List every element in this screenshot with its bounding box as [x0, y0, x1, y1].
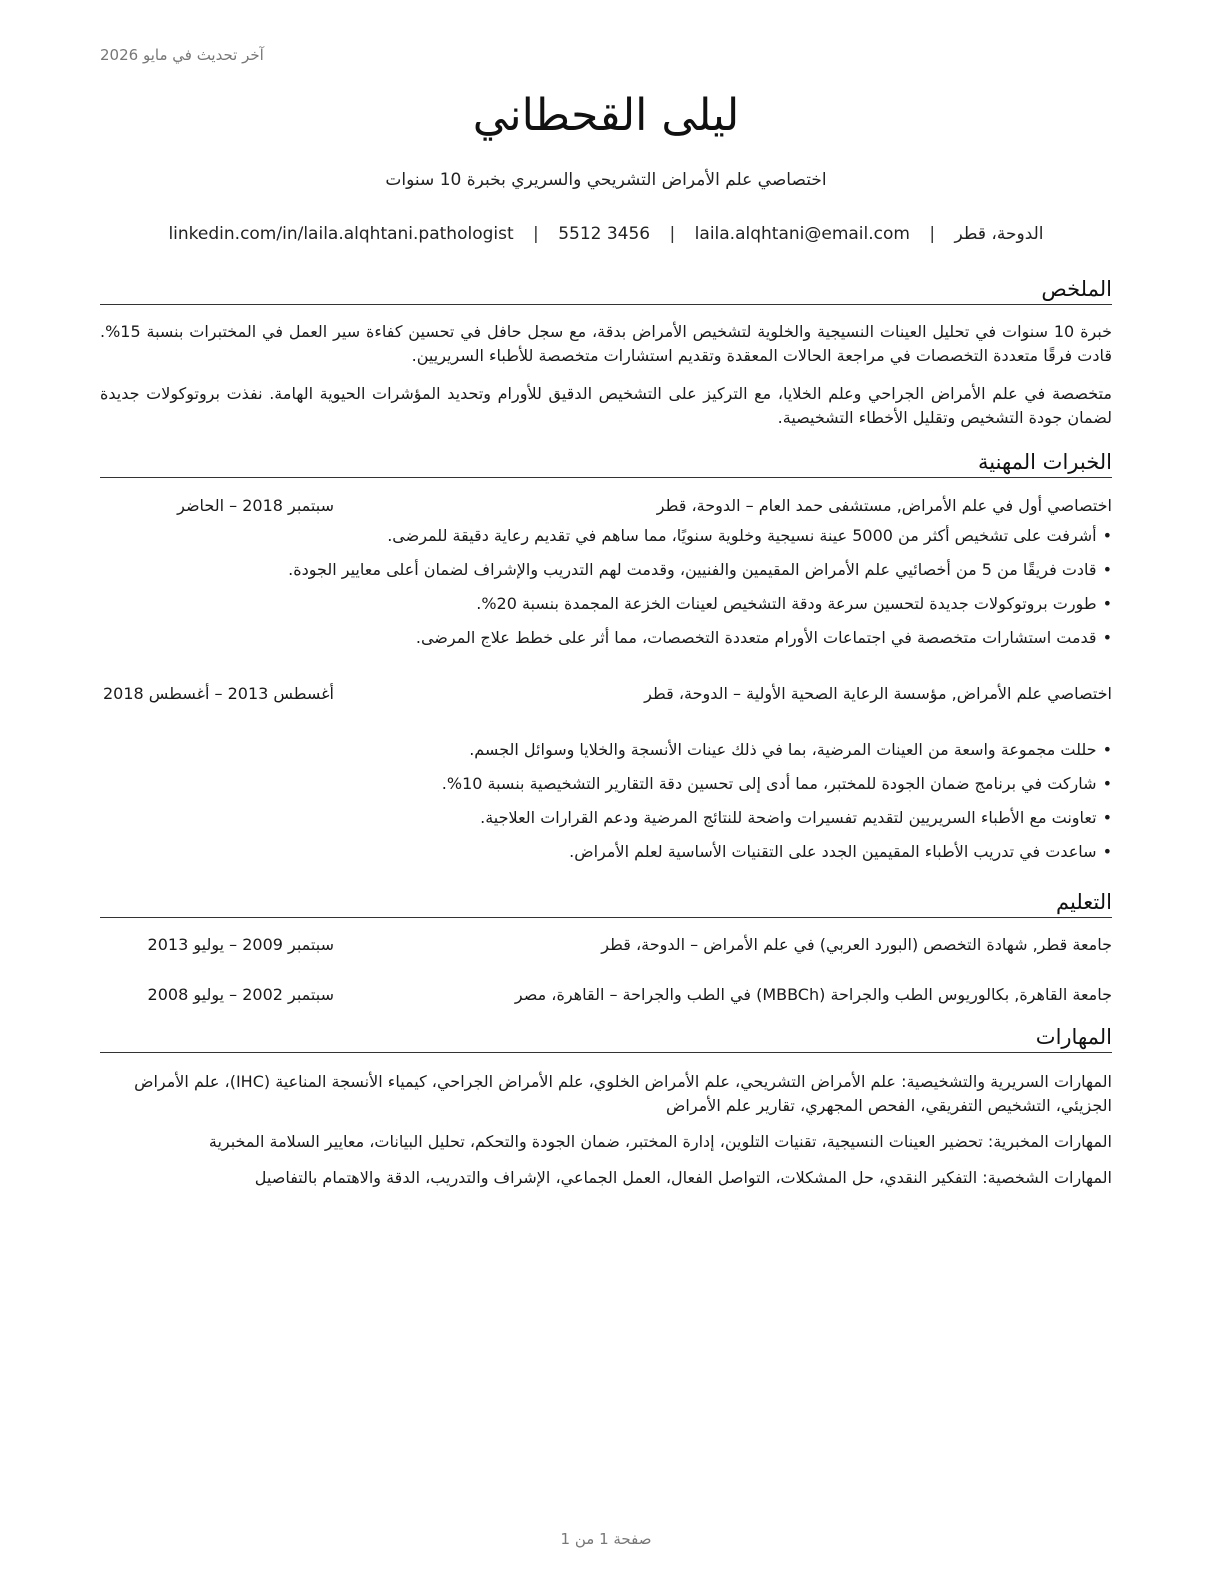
skills-line: المهارات السريرية والتشخيصية: علم الأمراض التشريحي، علم الأمراض الخلوي، علم الأمراض الجراحي، كيمياء الأنسجة المناعية (IHC)، علم الأمراض الجزيئي، التشخيص التفريقي، الفحص المجهري، تقارير علم الأمراض — [134, 1072, 1112, 1115]
bullet-item: •حللت مجموعة واسعة من العينات المرضية، بما في ذلك عينات الأنسجة والخلايا وسوائل الجسم. — [100, 738, 1112, 762]
bullet-item: •أشرفت على تشخيص أكثر من 5000 عينة نسيجية وخلوية سنويًا، مما ساهم في تقديم رعاية دقيقة للمرضى. — [100, 524, 1112, 548]
bullet-dot-icon: • — [1102, 842, 1112, 861]
bullet-item: •ساعدت في تدريب الأطباء المقيمين الجدد على التقنيات الأساسية لعلم الأمراض. — [100, 840, 1112, 864]
bullet-dot-icon: • — [1102, 628, 1112, 647]
job-title: اختصاصي علم الأمراض, مؤسسة الرعاية الصحية الأولية – الدوحة، قطر — [644, 684, 1112, 703]
candidate-name: ليلى القحطاني — [472, 90, 740, 141]
job-date: سبتمبر 2018 – الحاضر — [177, 496, 334, 515]
bullet-item: •قادت فريقًا من 5 من أخصائيي علم الأمراض المقيمين والفنيين، وقدمت لهم التدريب والإشراف لضمان أعلى معايير الجودة. — [100, 558, 1112, 582]
skills-line: المهارات الشخصية: التفكير النقدي، حل المشكلات، التواصل الفعال، العمل الجماعي، الإشراف والتدريب، الدقة والاهتمام بالتفاصيل — [254, 1168, 1112, 1187]
last-updated-note: آخر تحديث في مايو 2026 — [100, 46, 264, 64]
bullet-item: •طورت بروتوكولات جديدة لتحسين سرعة ودقة التشخيص لعينات الخزعة المجمدة بنسبة 20%. — [100, 592, 1112, 616]
skills-heading: المهارات — [100, 1024, 1112, 1053]
contact-location: الدوحة، قطر — [954, 224, 1044, 244]
bullet-item: •شاركت في برنامج ضمان الجودة للمختبر، مما أدى إلى تحسين دقة التقارير التشخيصية بنسبة 10%. — [100, 772, 1112, 796]
job-bullets — [100, 524, 1112, 660]
resume-page — [100, 0, 1112, 1584]
education-date: سبتمبر 2009 – يوليو 2013 — [147, 935, 334, 954]
education-date: سبتمبر 2002 – يوليو 2008 — [147, 985, 334, 1004]
summary-heading: الملخص — [100, 276, 1112, 305]
contact-separator: | — [669, 224, 676, 244]
page-number: صفحة 1 من 1 — [560, 1530, 652, 1548]
contact-separator: | — [533, 224, 539, 244]
education-title: جامعة قطر, شهادة التخصص (البورد العربي) في علم الأمراض – الدوحة، قطر — [601, 935, 1112, 954]
bullet-dot-icon: • — [1102, 774, 1112, 793]
bullet-dot-icon: • — [1102, 526, 1112, 545]
education-heading: التعليم — [100, 889, 1112, 918]
job-date: أغسطس 2013 – أغسطس 2018 — [102, 684, 334, 703]
job-title: اختصاصي أول في علم الأمراض, مستشفى حمد العام – الدوحة، قطر — [656, 496, 1112, 515]
bullet-dot-icon: • — [1102, 740, 1112, 759]
bullet-dot-icon: • — [1102, 808, 1112, 827]
summary-paragraph: خبرة 10 سنوات في تحليل العينات النسيجية والخلوية لتشخيص الأمراض بدقة، مع سجل حافل في تحسين كفاءة سير العمل في المختبرات بنسبة 15%. قادت فرقًا متعددة التخصصات في مراجعة الحالات المعقدة وتقديم استشارات متخصصة للأطباء السريريين. — [100, 322, 1113, 365]
contact-phone: 3456 5512 — [558, 224, 651, 244]
job-bullets — [100, 738, 1112, 874]
bullet-item: •قدمت استشارات متخصصة في اجتماعات الأورام متعددة التخصصات، مما أثر على خطط علاج المرضى. — [100, 626, 1112, 650]
skills-list — [100, 1070, 1112, 1202]
candidate-subtitle: اختصاصي علم الأمراض التشريحي والسريري بخبرة 10 سنوات — [385, 170, 827, 190]
contact-separator: | — [929, 224, 936, 244]
summary-paragraph: متخصصة في علم الأمراض الجراحي وعلم الخلايا، مع التركيز على التشخيص الدقيق للأورام وتحديد المؤشرات الحيوية الهامة. نفذت بروتوكولات جديدة لضمان جودة التشخيص وتقليل الأخطاء التشخيصية. — [100, 384, 1112, 427]
bullet-dot-icon: • — [1102, 560, 1112, 579]
education-title: جامعة القاهرة, بكالوريوس الطب والجراحة (MBBCh) في الطب والجراحة – القاهرة، مصر — [514, 985, 1112, 1004]
bullet-item: •تعاونت مع الأطباء السريريين لتقديم تفسيرات واضحة للنتائج المرضية ودعم القرارات العلاجية. — [100, 806, 1112, 830]
skills-line: المهارات المخبرية: تحضير العينات النسيجية، تقنيات التلوين، إدارة المختبر، ضمان الجودة والتحكم، تحليل البيانات، معايير السلامة المخبرية — [208, 1132, 1112, 1151]
contact-line — [100, 224, 1112, 244]
experience-heading: الخبرات المهنية — [100, 449, 1112, 478]
contact-email[interactable]: laila.alqhtani@email.com — [694, 224, 910, 244]
bullet-dot-icon: • — [1102, 594, 1112, 613]
contact-linkedin[interactable]: linkedin.com/in/laila.alqhtani.pathologist — [168, 224, 514, 244]
